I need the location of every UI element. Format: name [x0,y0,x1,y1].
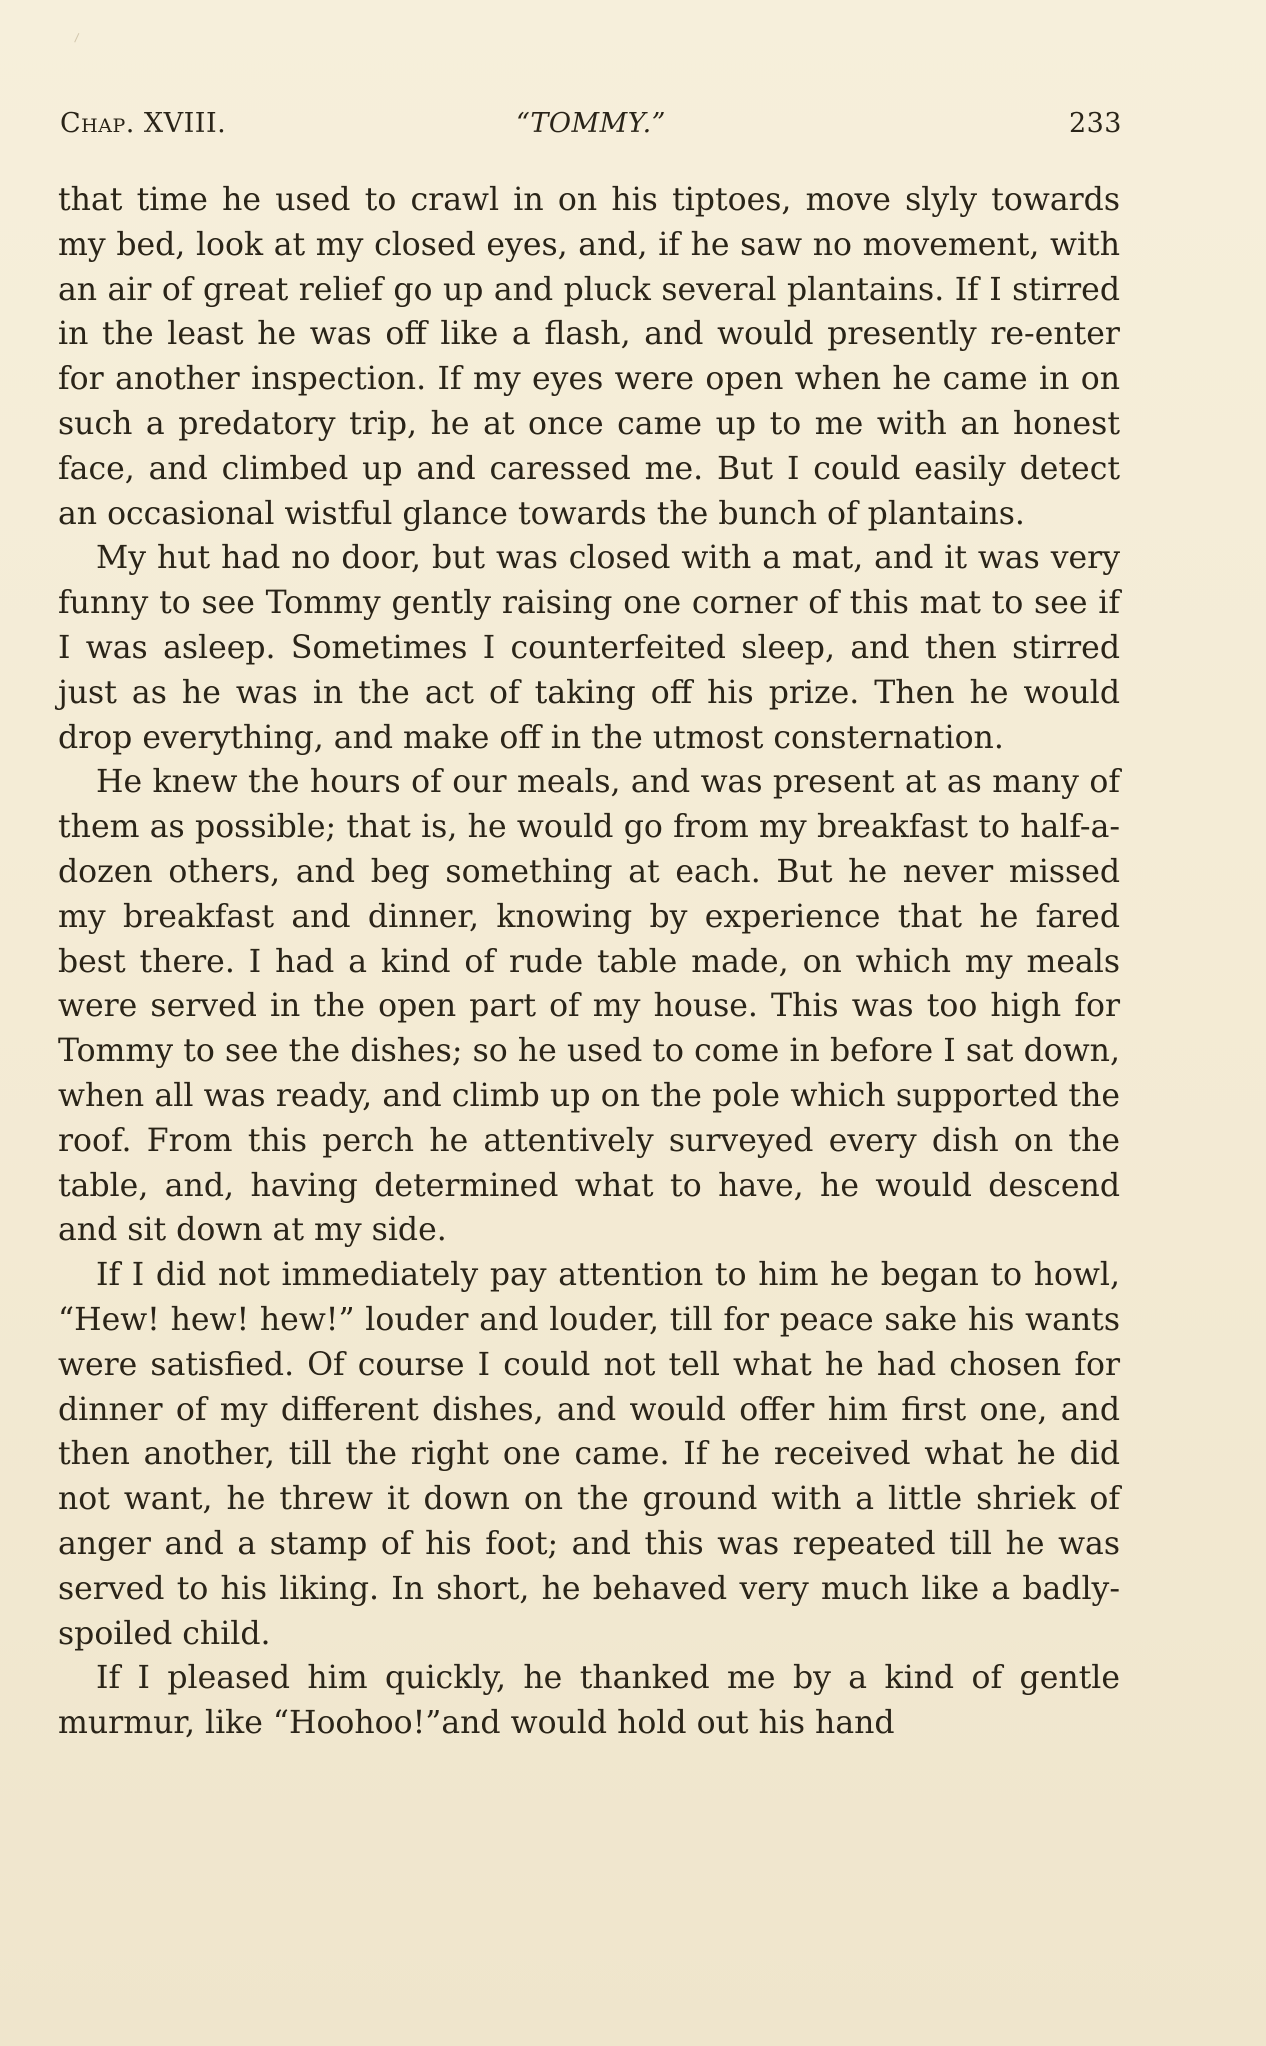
body-text [58,178,1120,1746]
paragraph: that time he used to crawl in on his tiptoes, move slyly towards my bed, look at my closed eyes, and, if he saw no movement, with an air of great relief go up and pluck several plantains. If I stirred in the least he was off like a flash, and would presently re-enter for another inspection. If my eyes were open when he came in on such a predatory trip, he at once came up to me with an honest face, and climbed up and caressed me. But I could easily detect an occasional wistful glance towards the bunch of plantains. [58,182,1120,532]
chapter-label: Chap. XVIII. [60,108,227,139]
page-number: 233 [1068,108,1122,139]
paragraph: If I pleased him quickly, he thanked me by a kind of gentle murmur, like “Hoohoo!”and would hold out his hand [58,1660,1120,1742]
running-title: “TOMMY.” [516,108,666,139]
running-header [60,108,1122,148]
paragraph: If I did not immediately pay attention to him he began to howl, “Hew! hew! hew!” louder and louder, till for peace sake his wants were satisfied. Of course I could not tell what he had chosen for dinner of my different dishes, and would offer him first one, and then another, till the right one came. If he received what he did not want, he threw it down on the ground with a little shriek of anger and a stamp of his foot; and this was repeated till he was served to his liking. In short, he behaved very much like a badly-spoiled child. [58,1257,1120,1652]
paragraph: My hut had no door, but was closed with a mat, and it was very funny to see Tommy gently raising one corner of this mat to see if I was asleep. Sometimes I counterfeited sleep, and then stirred just as he was in the act of taking off his prize. Then he would drop everything, and make off in the utmost consternation. [58,540,1120,756]
paragraph: He knew the hours of our meals, and was present at as many of them as possible; that is, he would go from my breakfast to half-a-dozen others, and beg something at each. But he never missed my breakfast and dinner, knowing by experience that he fared best there. I had a kind of rude table made, on which my meals were served in the open part of my house. This was too high for Tommy to see the dishes; so he used to come in before I sat down, when all was ready, and climb up on the pole which supported the roof. From this perch he attentively surveyed every dish on the table, and, having determined what to have, he would descend and sit down at my side. [58,764,1120,1249]
paper-mark [74,33,85,45]
